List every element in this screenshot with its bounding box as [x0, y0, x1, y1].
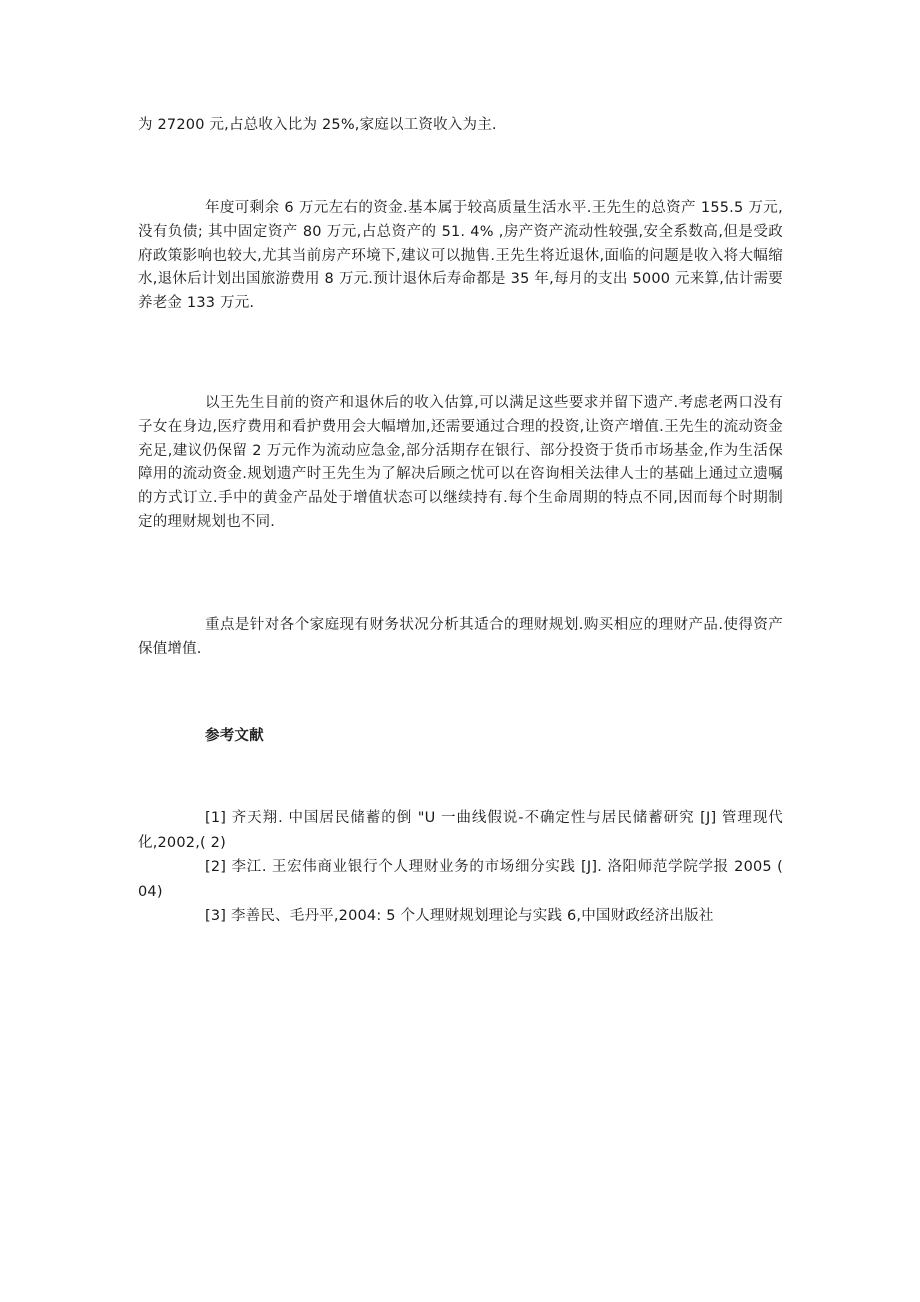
paragraph-retirement-plan: 以王先生目前的资产和退休后的收入估算,可以满足这些要求并留下遗产.考虑老两口没有子女在身边,医疗费用和看护费用会大幅增加,还需要通过合理的投资,让资产增值.王先生的流动资金充足,建议仍保留 2 万元作为流动应急金,部分活期存在银行、部分投资于货币市场基金,作为生活保障用的流动资金.规划遗产时王先生为了解决后顾之忧可以在咨询相关法律人士的基础上通过立遗嘱的方式订立.手中的黄金产品处于增值状态可以继续持有.每个生命周期的特点不同,因而每个时期制定的理财规划也不同.	[138, 395, 783, 530]
paragraph-conclusion: 重点是针对各个家庭现有财务状况分析其适合的理财规划.购买相应的理财产品.使得资产保值增值.	[138, 617, 783, 657]
references-heading: 参考文献	[205, 728, 264, 744]
reference-item: [2] 李江. 王宏伟商业银行个人理财业务的市场细分实践 [J]. 洛阳师范学院学报 2005 ( 04)	[138, 859, 783, 900]
reference-item: [1] 齐天翔. 中国居民储蓄的倒 "U 一曲线假说-不确定性与居民储蓄研究 [J] 管理现代化,2002,( 2)	[138, 810, 783, 851]
references-list	[138, 806, 783, 929]
paragraph-asset-analysis: 年度可剩余 6 万元左右的资金.基本属于较高质量生活水平.王先生的总资产 155.5 万元,没有负债; 其中固定资产 80 万元,占总资产的 51. 4% ,房产资产流动性较强,安全系数高,但是受政府政策影响也较大,尤其当前房产环境下,建议可以抛售.王先生将近退休,面临的问题是收入将大幅缩水,退休后计划出国旅游费用 8 万元.预计退休后寿命都是 35 年,每月的支出 5000 元来算,估计需要养老金 133 万元.	[138, 200, 783, 312]
paragraph-income-share: 为 27200 元,占总收入比为 25%,家庭以工资收入为主.	[138, 117, 497, 133]
reference-item: [3] 李善民、毛丹平,2004: 5 个人理财规划理论与实践 6,中国财政经济出版社	[205, 908, 714, 924]
